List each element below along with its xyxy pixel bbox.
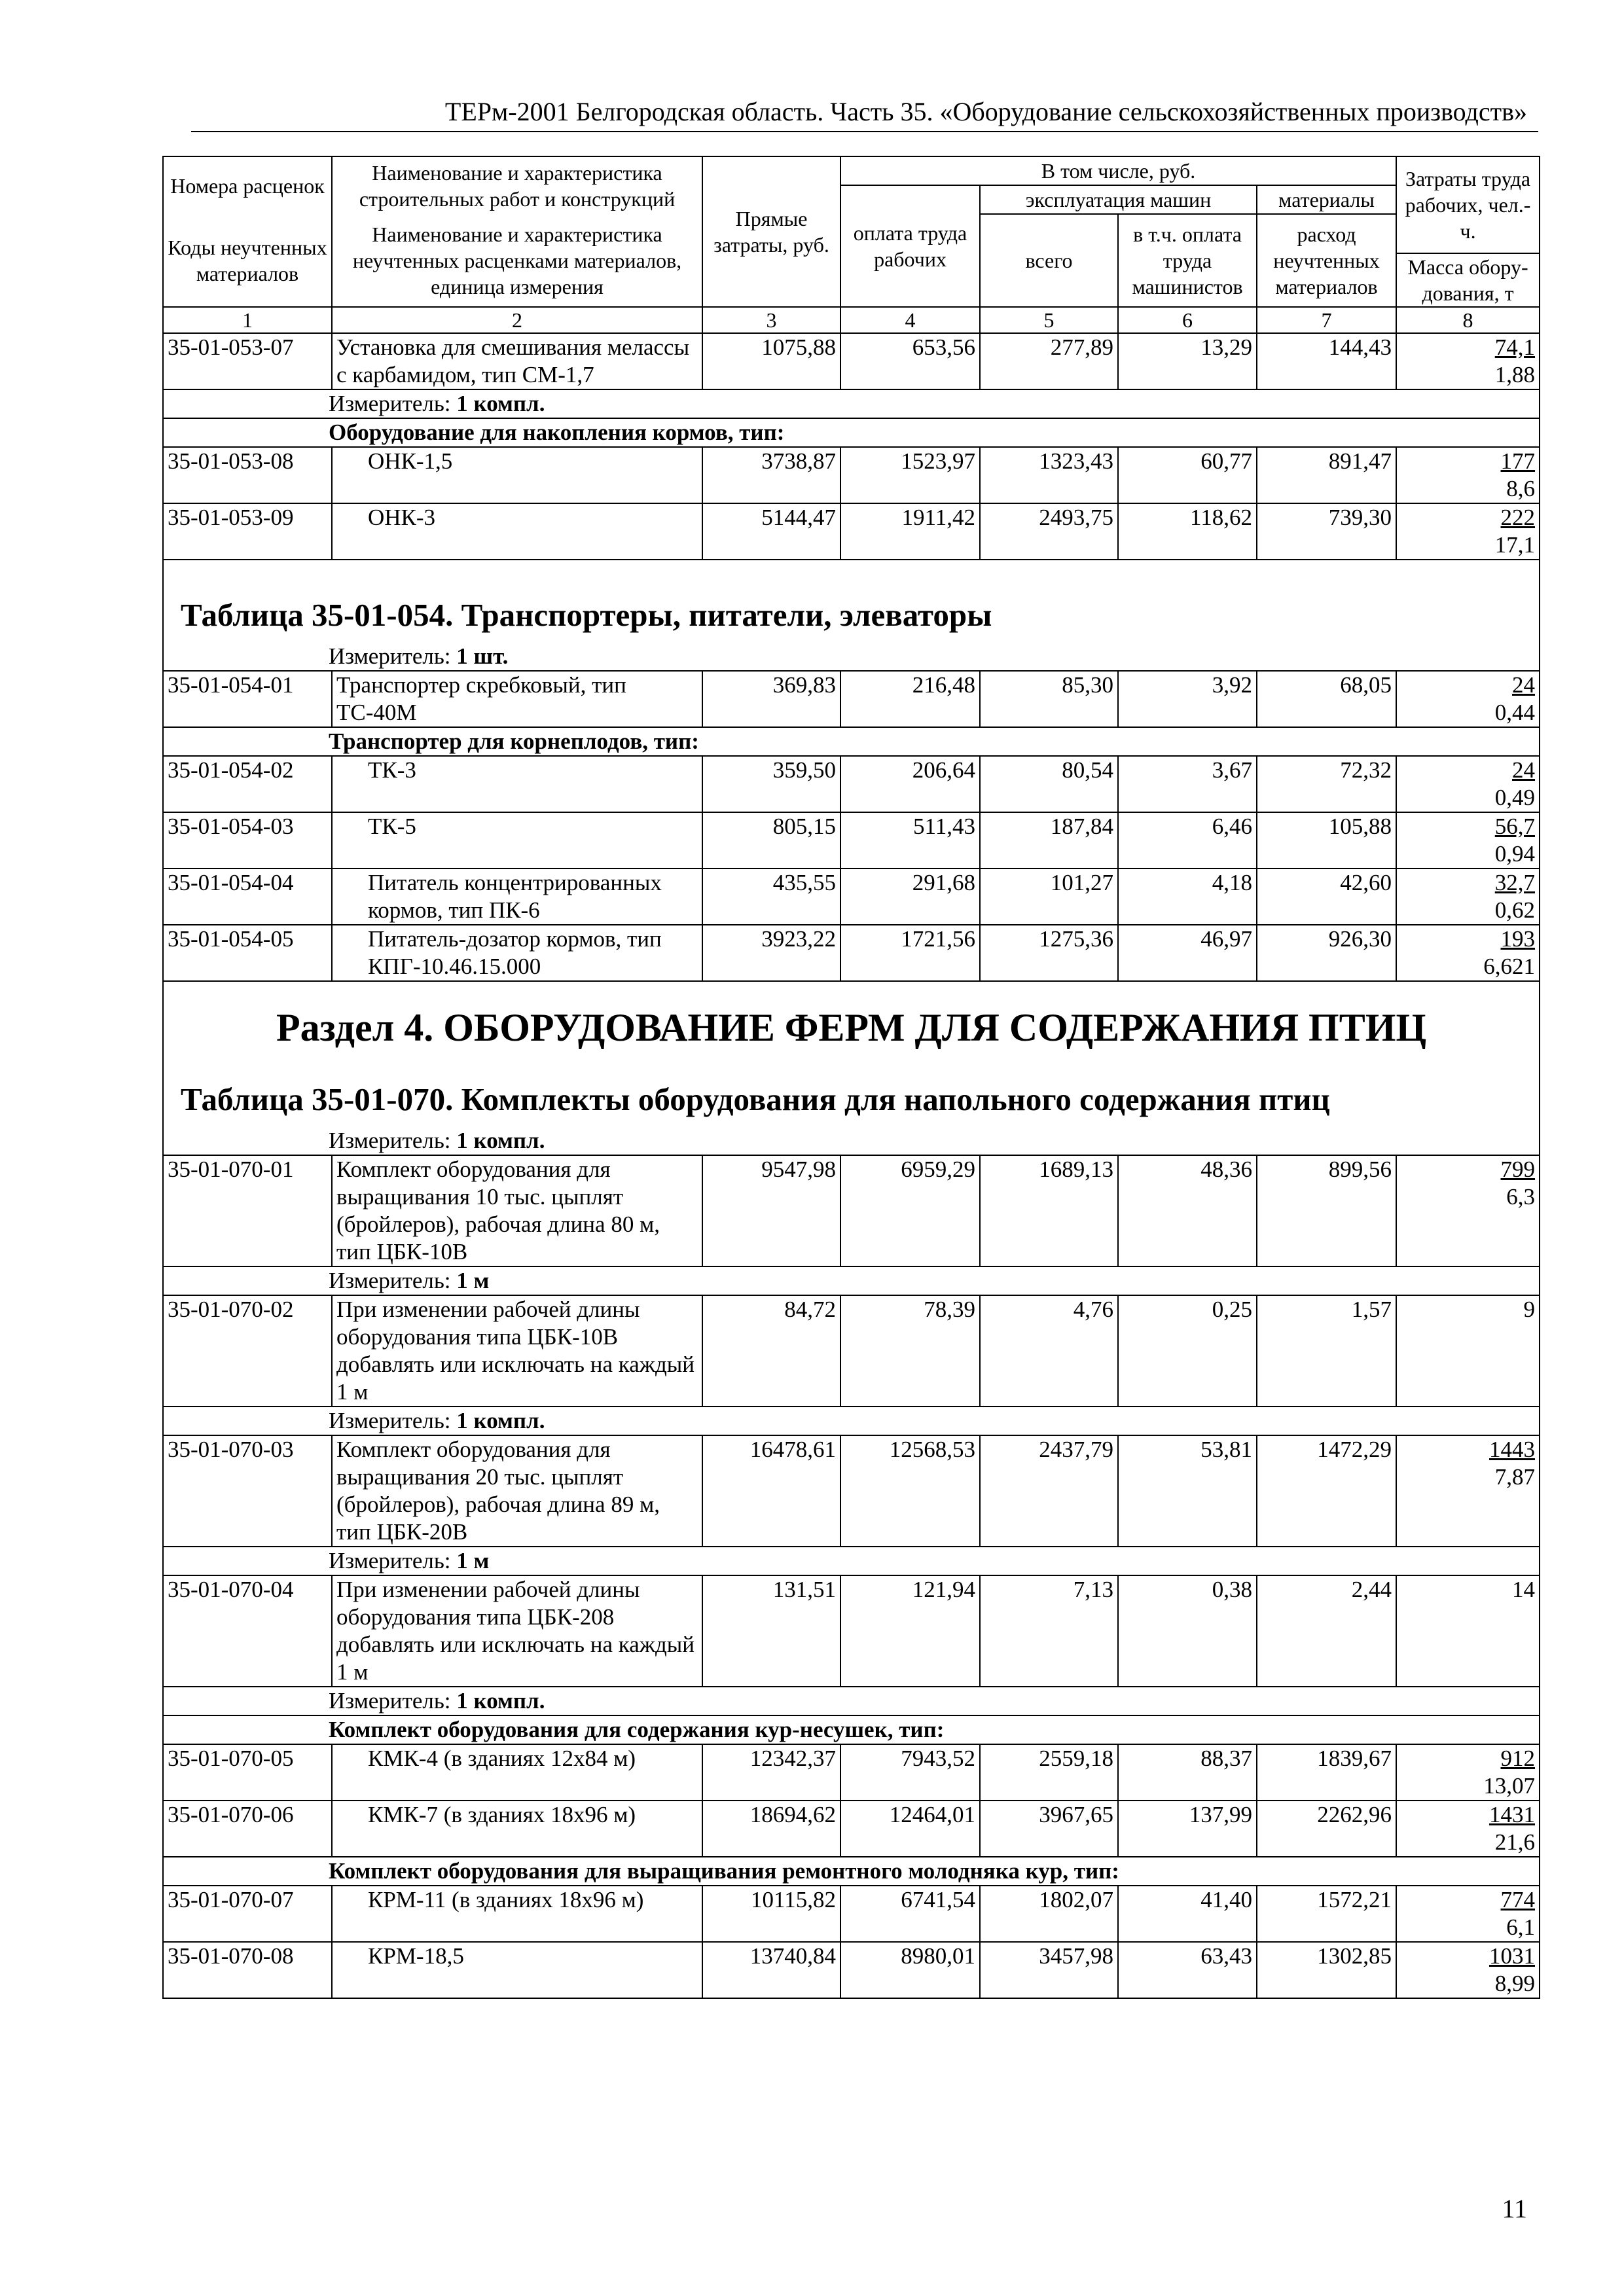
header-operator-pay: в т.ч. оплата труда машинистов — [1118, 214, 1257, 307]
table-row — [163, 1886, 1540, 1942]
rate-code: 35-01-053-08 — [163, 447, 332, 503]
rate-code: 35-01-053-07 — [163, 333, 332, 389]
table-title-row — [163, 560, 1540, 643]
rate-name: Установка для смешивания мелассы с карбамидом, тип СМ-1,7 — [332, 333, 702, 389]
labor-and-mass — [1396, 1435, 1540, 1547]
measure-row — [163, 1127, 1540, 1155]
labor-and-mass — [1396, 1295, 1540, 1407]
rate-code: 35-01-054-04 — [163, 869, 332, 925]
table-row — [163, 1942, 1540, 1998]
group-label: Комплект оборудования для выращивания ремонтного молодняка кур, тип: — [163, 1857, 1540, 1886]
worker-pay: 216,48 — [840, 671, 980, 727]
measure-row — [163, 1547, 1540, 1575]
table-row — [163, 1744, 1540, 1801]
machine-total: 1689,13 — [980, 1155, 1118, 1266]
labor-and-mass — [1396, 1801, 1540, 1857]
table-row — [163, 503, 1540, 560]
column-index: 1 — [163, 307, 332, 333]
direct-costs: 5144,47 — [702, 503, 840, 560]
equipment-mass-value: 7,87 — [1494, 1464, 1536, 1490]
labor-and-mass — [1396, 1744, 1540, 1801]
machine-total: 2437,79 — [980, 1435, 1118, 1547]
labor-hours-value — [1401, 504, 1535, 531]
direct-costs: 12342,37 — [702, 1744, 840, 1801]
labor-and-mass — [1396, 1155, 1540, 1266]
material-costs: 1302,85 — [1257, 1942, 1396, 1998]
table-row — [163, 925, 1540, 981]
rate-name: При изменении рабочей длины оборудования типа ЦБК-208 добавлять или исключать на каждый 1 м — [332, 1575, 702, 1687]
direct-costs: 1075,88 — [702, 333, 840, 389]
labor-hours-underlined: 912 — [1500, 1746, 1536, 1771]
labor-hours-value — [1401, 1156, 1535, 1183]
group-row — [163, 1715, 1540, 1744]
labor-and-mass — [1396, 1575, 1540, 1687]
rate-name: ОНК-3 — [332, 503, 702, 560]
table-title: Таблица 35-01-054. Транспортеры, питатели, элеваторы — [163, 560, 1540, 643]
rate-name: Питатель-дозатор кормов, тип КПГ-10.46.15.000 — [332, 925, 702, 981]
material-costs: 72,32 — [1257, 756, 1396, 812]
header-machine-operation: эксплуатация машин — [980, 185, 1257, 214]
rate-code: 35-01-070-07 — [163, 1886, 332, 1942]
column-index: 5 — [980, 307, 1118, 333]
worker-pay: 1721,56 — [840, 925, 980, 981]
machine-total: 80,54 — [980, 756, 1118, 812]
operator-pay: 4,18 — [1118, 869, 1257, 925]
column-index: 6 — [1118, 307, 1257, 333]
measure-row — [163, 1266, 1540, 1295]
direct-costs: 131,51 — [702, 1575, 840, 1687]
machine-total: 2493,75 — [980, 503, 1118, 560]
rate-code: 35-01-070-01 — [163, 1155, 332, 1266]
rate-name: Комплект оборудования для выращивания 10 тыс. цыплят (бройлеров), рабочая длина 80 м, тип ЦБК-10В — [332, 1155, 702, 1266]
header-material-names: Наименование и характеристика неучтенных расценками материалов, единица измерения — [332, 214, 702, 307]
labor-hours-underlined: 1431 — [1489, 1802, 1536, 1827]
rates-table — [162, 156, 1540, 1999]
table-title-row — [163, 1051, 1540, 1127]
worker-pay: 206,64 — [840, 756, 980, 812]
machine-total: 1323,43 — [980, 447, 1118, 503]
rate-code: 35-01-054-03 — [163, 812, 332, 869]
labor-and-mass — [1396, 1886, 1540, 1942]
worker-pay: 12568,53 — [840, 1435, 980, 1547]
labor-hours-underlined: 774 — [1500, 1887, 1536, 1912]
worker-pay: 6741,54 — [840, 1886, 980, 1942]
column-index-row — [163, 307, 1540, 333]
operator-pay: 0,38 — [1118, 1575, 1257, 1687]
direct-costs: 84,72 — [702, 1295, 840, 1407]
table-row — [163, 869, 1540, 925]
labor-and-mass — [1396, 925, 1540, 981]
header-material-consumption: расход неучтенных материалов — [1257, 214, 1396, 307]
direct-costs: 13740,84 — [702, 1942, 840, 1998]
running-header: ТЕРм-2001 Белгородская область. Часть 35. «Оборудование сельскохозяйственных производств» — [444, 97, 1527, 126]
labor-hours-value — [1401, 334, 1535, 361]
machine-total: 187,84 — [980, 812, 1118, 869]
rate-name: Питатель концентрированных кормов, тип ПК-6 — [332, 869, 702, 925]
labor-hours-value — [1401, 1943, 1535, 1970]
measure-label: Измеритель: 1 шт. — [163, 643, 1540, 671]
operator-pay: 13,29 — [1118, 333, 1257, 389]
header-materials: материалы — [1257, 185, 1396, 214]
column-index: 4 — [840, 307, 980, 333]
measure-label: Измеритель: 1 компл. — [163, 1687, 1540, 1715]
header-labor-hours: Затраты труда рабочих, чел.-ч. — [1396, 156, 1540, 253]
equipment-mass-value: 6,621 — [1483, 954, 1536, 979]
labor-hours-underlined: 24 — [1512, 757, 1536, 783]
labor-hours-underlined: 1443 — [1489, 1437, 1536, 1462]
equipment-mass-value: 0,94 — [1494, 841, 1536, 867]
material-costs: 105,88 — [1257, 812, 1396, 869]
group-label: Комплект оборудования для содержания кур-несушек, тип: — [163, 1715, 1540, 1744]
header-including: В том числе, руб. — [840, 156, 1396, 185]
labor-hours-underlined: 1031 — [1489, 1943, 1536, 1969]
labor-hours-value: 14 — [1512, 1577, 1536, 1602]
material-costs: 739,30 — [1257, 503, 1396, 560]
worker-pay: 511,43 — [840, 812, 980, 869]
material-costs: 1,57 — [1257, 1295, 1396, 1407]
group-label: Оборудование для накопления кормов, тип: — [163, 418, 1540, 447]
direct-costs: 3923,22 — [702, 925, 840, 981]
equipment-mass-value: 13,07 — [1483, 1773, 1536, 1799]
equipment-mass-value: 8,99 — [1494, 1971, 1536, 1996]
page-number: 11 — [1502, 2194, 1527, 2223]
header-rate-numbers: Номера расценок — [163, 156, 332, 214]
material-costs: 2,44 — [1257, 1575, 1396, 1687]
labor-hours-underlined: 193 — [1500, 926, 1536, 952]
material-costs: 144,43 — [1257, 333, 1396, 389]
rate-code: 35-01-070-04 — [163, 1575, 332, 1687]
table-row — [163, 1155, 1540, 1266]
rate-code: 35-01-054-05 — [163, 925, 332, 981]
worker-pay: 1911,42 — [840, 503, 980, 560]
equipment-mass-value: 1,88 — [1494, 362, 1536, 387]
measure-label: Измеритель: 1 м — [163, 1547, 1540, 1575]
rate-name: КРМ-11 (в зданиях 18х96 м) — [332, 1886, 702, 1942]
rate-code: 35-01-054-02 — [163, 756, 332, 812]
header-worker-pay: оплата труда рабочих — [840, 185, 980, 307]
labor-hours-value: 9 — [1523, 1297, 1536, 1322]
labor-and-mass — [1396, 671, 1540, 727]
labor-and-mass — [1396, 869, 1540, 925]
labor-and-mass — [1396, 1942, 1540, 1998]
worker-pay: 291,68 — [840, 869, 980, 925]
labor-hours-underlined: 799 — [1500, 1157, 1536, 1182]
worker-pay: 78,39 — [840, 1295, 980, 1407]
labor-hours-value — [1401, 813, 1535, 840]
group-row — [163, 418, 1540, 447]
header-machine-total: всего — [980, 214, 1118, 307]
direct-costs: 805,15 — [702, 812, 840, 869]
header-material-codes: Коды неучтенных материалов — [163, 214, 332, 307]
labor-and-mass — [1396, 756, 1540, 812]
material-costs: 926,30 — [1257, 925, 1396, 981]
worker-pay: 8980,01 — [840, 1942, 980, 1998]
operator-pay: 3,92 — [1118, 671, 1257, 727]
operator-pay: 118,62 — [1118, 503, 1257, 560]
group-row — [163, 1857, 1540, 1886]
direct-costs: 359,50 — [702, 756, 840, 812]
table-row — [163, 1295, 1540, 1407]
material-costs: 42,60 — [1257, 869, 1396, 925]
rate-name: КРМ-18,5 — [332, 1942, 702, 1998]
labor-hours-value — [1401, 672, 1535, 699]
labor-hours-value — [1401, 448, 1535, 475]
table-body — [163, 333, 1540, 1998]
operator-pay: 88,37 — [1118, 1744, 1257, 1801]
material-costs: 899,56 — [1257, 1155, 1396, 1266]
labor-hours-value — [1401, 1436, 1535, 1463]
equipment-mass-value: 0,62 — [1494, 897, 1536, 923]
machine-total: 2559,18 — [980, 1744, 1118, 1801]
equipment-mass-value: 0,44 — [1494, 700, 1536, 725]
labor-hours-value — [1401, 757, 1535, 784]
table-row — [163, 1801, 1540, 1857]
measure-row — [163, 1407, 1540, 1435]
labor-hours-underlined: 24 — [1512, 672, 1536, 698]
operator-pay: 41,40 — [1118, 1886, 1257, 1942]
material-costs: 2262,96 — [1257, 1801, 1396, 1857]
machine-total: 3967,65 — [980, 1801, 1118, 1857]
labor-and-mass — [1396, 812, 1540, 869]
worker-pay: 653,56 — [840, 333, 980, 389]
measure-row — [163, 389, 1540, 418]
operator-pay: 46,97 — [1118, 925, 1257, 981]
rate-name: КМК-4 (в зданиях 12х84 м) — [332, 1744, 702, 1801]
measure-row — [163, 1687, 1540, 1715]
labor-hours-underlined: 74,1 — [1494, 334, 1536, 360]
machine-total: 101,27 — [980, 869, 1118, 925]
machine-total: 3457,98 — [980, 1942, 1118, 1998]
operator-pay: 0,25 — [1118, 1295, 1257, 1407]
column-index: 3 — [702, 307, 840, 333]
operator-pay: 53,81 — [1118, 1435, 1257, 1547]
equipment-mass-value: 0,49 — [1494, 785, 1536, 810]
measure-label: Измеритель: 1 м — [163, 1266, 1540, 1295]
machine-total: 85,30 — [980, 671, 1118, 727]
material-costs: 891,47 — [1257, 447, 1396, 503]
labor-hours-underlined: 32,7 — [1494, 870, 1536, 895]
table-row — [163, 1435, 1540, 1547]
direct-costs: 435,55 — [702, 869, 840, 925]
machine-total: 1275,36 — [980, 925, 1118, 981]
header-equipment-mass: Масса обору-дования, т — [1396, 253, 1540, 307]
equipment-mass-value: 6,1 — [1506, 1914, 1536, 1940]
rate-name: Транспортер скребковый, тип ТС-40М — [332, 671, 702, 727]
rate-name: Комплект оборудования для выращивания 20 тыс. цыплят (бройлеров), рабочая длина 89 м, тип ЦБК-20В — [332, 1435, 702, 1547]
group-label: Транспортер для корнеплодов, тип: — [163, 727, 1540, 756]
group-row — [163, 727, 1540, 756]
table-row — [163, 812, 1540, 869]
header-direct-costs: Прямые затраты, руб. — [702, 156, 840, 307]
column-index: 8 — [1396, 307, 1540, 333]
header-work-name: Наименование и характеристика строительных работ и конструкций — [332, 156, 702, 214]
machine-total: 277,89 — [980, 333, 1118, 389]
rate-name: При изменении рабочей длины оборудования типа ЦБК-10В добавлять или исключать на каждый 1 м — [332, 1295, 702, 1407]
operator-pay: 6,46 — [1118, 812, 1257, 869]
equipment-mass-value: 17,1 — [1494, 532, 1536, 558]
worker-pay: 6959,29 — [840, 1155, 980, 1266]
rate-code: 35-01-070-08 — [163, 1942, 332, 1998]
measure-row — [163, 643, 1540, 671]
operator-pay: 137,99 — [1118, 1801, 1257, 1857]
rate-code: 35-01-070-02 — [163, 1295, 332, 1407]
worker-pay: 12464,01 — [840, 1801, 980, 1857]
labor-hours-underlined: 222 — [1500, 505, 1536, 530]
equipment-mass-value: 6,3 — [1506, 1184, 1536, 1210]
rate-code: 35-01-070-03 — [163, 1435, 332, 1547]
column-index: 2 — [332, 307, 702, 333]
direct-costs: 18694,62 — [702, 1801, 840, 1857]
worker-pay: 121,94 — [840, 1575, 980, 1687]
worker-pay: 7943,52 — [840, 1744, 980, 1801]
header-rule — [191, 131, 1538, 132]
direct-costs: 369,83 — [702, 671, 840, 727]
labor-hours-underlined: 56,7 — [1494, 814, 1536, 839]
labor-hours-value — [1401, 869, 1535, 897]
table-row — [163, 756, 1540, 812]
section-title-row — [163, 981, 1540, 1051]
labor-hours-value — [1401, 1745, 1535, 1772]
table-row — [163, 447, 1540, 503]
equipment-mass-value: 8,6 — [1506, 476, 1536, 501]
rate-name: ТК-5 — [332, 812, 702, 869]
rate-name: КМК-7 (в зданиях 18х96 м) — [332, 1801, 702, 1857]
material-costs: 1572,21 — [1257, 1886, 1396, 1942]
direct-costs: 9547,98 — [702, 1155, 840, 1266]
direct-costs: 10115,82 — [702, 1886, 840, 1942]
table-title: Таблица 35-01-070. Комплекты оборудования для напольного содержания птиц — [163, 1051, 1540, 1127]
worker-pay: 1523,97 — [840, 447, 980, 503]
rate-code: 35-01-054-01 — [163, 671, 332, 727]
direct-costs: 16478,61 — [702, 1435, 840, 1547]
rate-code: 35-01-070-05 — [163, 1744, 332, 1801]
labor-hours-underlined: 177 — [1500, 448, 1536, 474]
labor-hours-value — [1401, 1801, 1535, 1829]
measure-label: Измеритель: 1 компл. — [163, 389, 1540, 418]
operator-pay: 60,77 — [1118, 447, 1257, 503]
page-body — [162, 156, 1539, 1999]
material-costs: 1472,29 — [1257, 1435, 1396, 1547]
table-row — [163, 1575, 1540, 1687]
labor-and-mass — [1396, 333, 1540, 389]
table-row — [163, 671, 1540, 727]
machine-total: 1802,07 — [980, 1886, 1118, 1942]
measure-label: Измеритель: 1 компл. — [163, 1407, 1540, 1435]
labor-hours-value — [1401, 1886, 1535, 1914]
direct-costs: 3738,87 — [702, 447, 840, 503]
labor-hours-value — [1401, 925, 1535, 953]
rate-name: ОНК-1,5 — [332, 447, 702, 503]
table-row — [163, 333, 1540, 389]
material-costs: 68,05 — [1257, 671, 1396, 727]
column-index: 7 — [1257, 307, 1396, 333]
rate-code: 35-01-053-09 — [163, 503, 332, 560]
labor-and-mass — [1396, 447, 1540, 503]
operator-pay: 48,36 — [1118, 1155, 1257, 1266]
section-title: Раздел 4. ОБОРУДОВАНИЕ ФЕРМ ДЛЯ СОДЕРЖАНИЯ ПТИЦ — [163, 981, 1540, 1051]
measure-label: Измеритель: 1 компл. — [163, 1127, 1540, 1155]
equipment-mass-value: 21,6 — [1494, 1829, 1536, 1855]
material-costs: 1839,67 — [1257, 1744, 1396, 1801]
operator-pay: 3,67 — [1118, 756, 1257, 812]
labor-and-mass — [1396, 503, 1540, 560]
machine-total: 7,13 — [980, 1575, 1118, 1687]
machine-total: 4,76 — [980, 1295, 1118, 1407]
rate-name: ТК-3 — [332, 756, 702, 812]
rate-code: 35-01-070-06 — [163, 1801, 332, 1857]
operator-pay: 63,43 — [1118, 1942, 1257, 1998]
